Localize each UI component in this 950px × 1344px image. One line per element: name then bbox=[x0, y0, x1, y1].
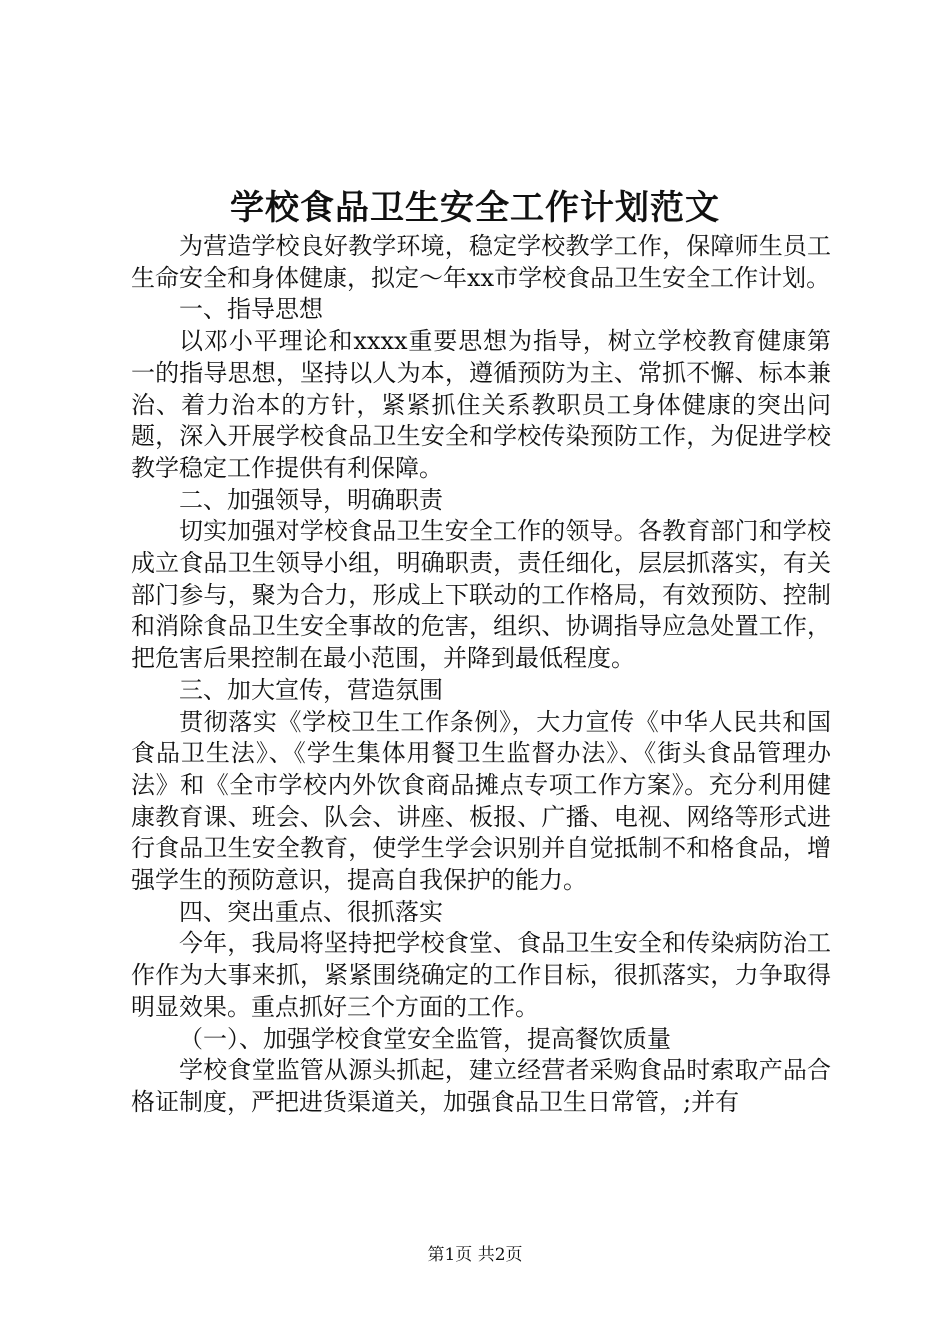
section-heading-leadership: 二、加强领导，明确职责 bbox=[179, 485, 443, 514]
section-heading-key-points: 四、突出重点、很抓落实 bbox=[179, 897, 443, 926]
document-body bbox=[131, 231, 831, 1119]
paragraph-publicity: 贯彻落实《学校卫生工作条例》，大力宣传《中华人民共和国食品卫生法》、《学生集体用餐卫生监督办法》、《街头食品管理办法》和《全市学校内外饮食商品摊点专项工作方案》。充分利用健康教育课、班会、队会、讲座、板报、广播、电视、网络等形式进行食品卫生安全教育，使学生学会识别并自觉抵制不和格食品，增强学生的预防意识，提高自我保护的能力。 bbox=[131, 707, 831, 895]
paragraph-leadership: 切实加强对学校食品卫生安全工作的领导。各教育部门和学校成立食品卫生领导小组，明确职责，责任细化，层层抓落实，有关部门参与，聚为合力，形成上下联动的工作格局，有效预防、控制和消除食品卫生安全事故的危害，组织、协调指导应急处置工作，把危害后果控制在最小范围，并降到最低程度。 bbox=[131, 517, 831, 673]
paragraph-canteen: 学校食堂监管从源头抓起，建立经营者采购食品时索取产品合格证制度，严把进货渠道关，加强食品卫生日常管，;并有 bbox=[131, 1056, 831, 1116]
page-number: 第1页 共2页 bbox=[427, 1245, 523, 1265]
section-heading-publicity: 三、加大宣传，营造氛围 bbox=[179, 675, 443, 704]
paragraph-key-points: 今年，我局将坚持把学校食堂、食品卫生安全和传染病防治工作作为大事来抓，紧紧围绕确定的工作目标，很抓落实，力争取得明显效果。重点抓好三个方面的工作。 bbox=[131, 929, 831, 1021]
section-heading-guiding-thought: 一、指导思想 bbox=[179, 295, 323, 324]
document-title: 学校食品卫生安全工作计划范文 bbox=[230, 188, 720, 228]
paragraph-guiding-thought: 以邓小平理论和xxxx重要思想为指导，树立学校教育健康第一的指导思想，坚持以人为本，遵循预防为主、常抓不懈、标本兼治、着力治本的方针，紧紧抓住关系教职员工身体健康的突出问题，深入开展学校食品卫生安全和学校传染预防工作，为促进学校教学稳定工作提供有利保障。 bbox=[131, 327, 831, 482]
intro-paragraph: 为营造学校良好教学环境，稳定学校教学工作，保障师生员工生命安全和身体健康，拟定～年xx市学校食品卫生安全工作计划。 bbox=[131, 232, 831, 292]
subsection-heading-canteen: （一）、加强学校食堂安全监管，提高餐饮质量 bbox=[179, 1024, 671, 1053]
